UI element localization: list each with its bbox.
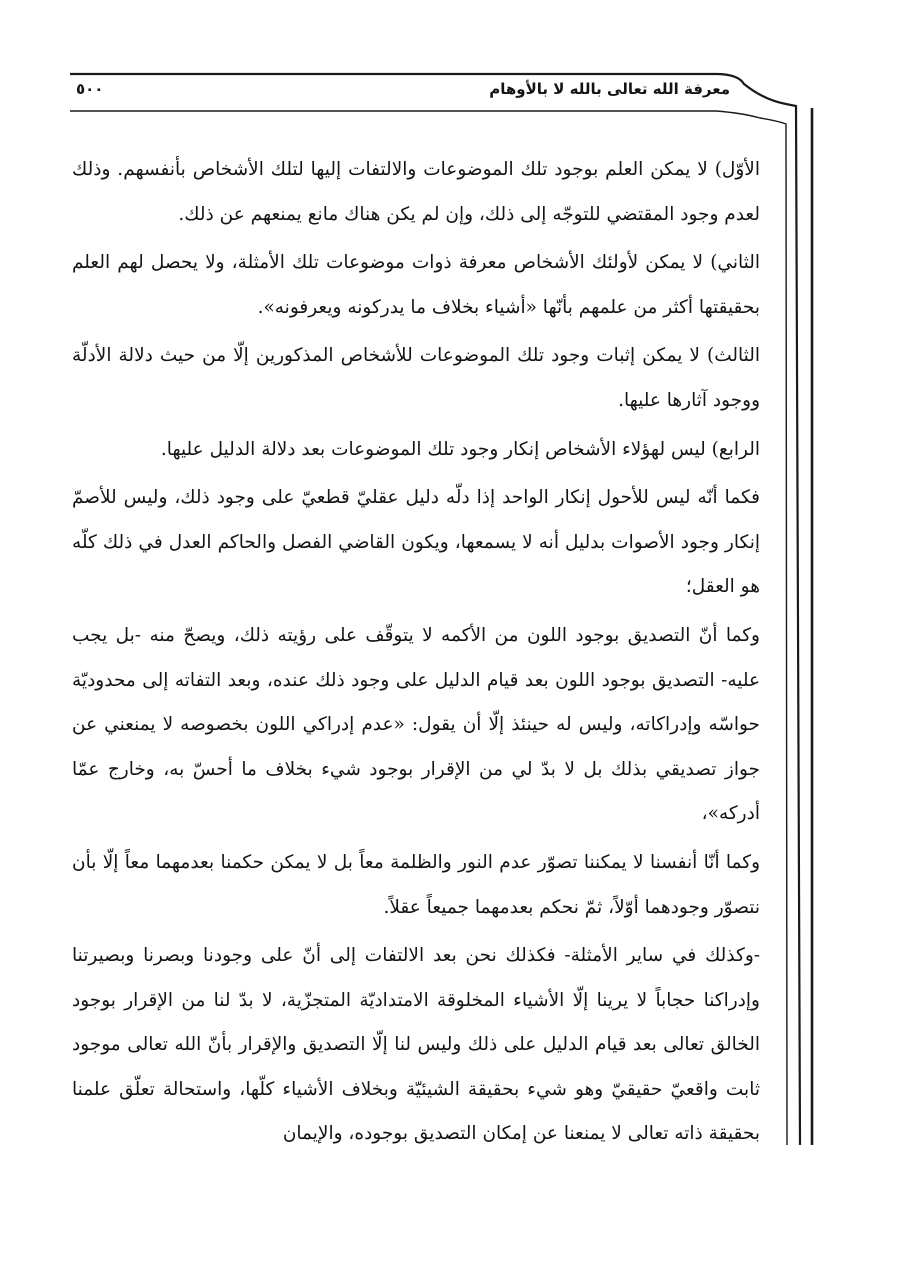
page-number: ٥٠٠ [76, 80, 104, 98]
paragraph-conclusion: -وكذلك في ساير الأمثلة- فكذلك نحن بعد الالتفات إلى أنّ على وجودنا وبصرنا وبصيرتنا وإدراكنا حجاباً لا يرينا إلّا الأشياء المخلوقة الامتداديّة المتجزّية، لا بدّ لنا من الإقرار بوجود الخالق تعالى بعد قيام الدليل على ذلك وليس لنا إلّا التصديق والإقرار بأنّ الله تعالى موجود ثابت واقعيّ حقيقيّ وهو شيء بحقيقة الشيئيّة وبخلاف الأشياء كلّها، واستحالة تعلّق علمنا بحقيقة ذاته تعالى لا يمنعنا عن إمكان التصديق بوجوده، والإيمان [72, 945, 760, 1145]
paragraph-third: الثالث) لا يمكن إثبات وجود تلك الموضوعات للأشخاص المذكورين إلّا من حيث دلالة الأدلّة ووجود آثارها عليها. [72, 345, 760, 411]
page-header [70, 76, 730, 108]
paragraph-light-darkness-analogy: وكما أنّا أنفسنا لا يمكننا تصوّر عدم النور والظلمة معاً بل لا يمكن حكمنا بعدمهما معاً إلّا بأن نتصوّر وجودهما أوّلاً، ثمّ نحكم بعدمهما جميعاً عقلاً. [72, 851, 760, 918]
paragraph-cross-eyed-analogy: فكما أنّه ليس للأحول إنكار الواحد إذا دلّه دليل عقليّ قطعيّ على وجود ذلك، وليس للأصمّ إنكار وجود الأصوات بدليل أنه لا يسمعها، ويكون القاضي الفصل والحاكم العدل في ذلك كلّه هو العقل؛ [72, 487, 760, 598]
paragraph-fourth: الرابع) ليس لهؤلاء الأشخاص إنكار وجود تلك الموضوعات بعد دلالة الدليل عليها. [160, 438, 760, 460]
paragraph-first: الأوّل) لا يمكن العلم بوجود تلك الموضوعات والالتفات إليها لتلك الأشخاص بأنفسهم. وذلك لعدم وجود المقتضي للتوجّه إلى ذلك، وإن لم يكن هناك مانع يمنعهم عن ذلك. [72, 159, 760, 225]
running-title: معرفة الله تعالى بالله لا بالأوهام [489, 80, 730, 98]
body-text [72, 148, 760, 1161]
paragraph-blind-analogy: وكما أنّ التصديق بوجود اللون من الأكمه لا يتوقّف على رؤيته ذلك، ويصحّ منه -بل يجب عليه- التصديق بوجود اللون بعد قيام الدليل على وجود ذلك عنده، وبعد التفاته إلى محدوديّة حواسّه وإدراكاته، وليس له حينئذ إلّا أن يقول: «عدم إدراكي اللون بخصوصه لا يمنعني عن جواز تصديقي بذلك بل لا بدّ لي من الإقرار بوجود شيء بخلاف ما أحسّ به، وخارج عمّا أدركه»، [72, 624, 760, 825]
paragraph-second: الثاني) لا يمكن لأولئك الأشخاص معرفة ذوات موضوعات تلك الأمثلة، ولا يحصل لهم العلم بحقيقتها أكثر من علمهم بأنّها «أشياء بخلاف ما يدركونه ويعرفونه». [72, 252, 760, 318]
